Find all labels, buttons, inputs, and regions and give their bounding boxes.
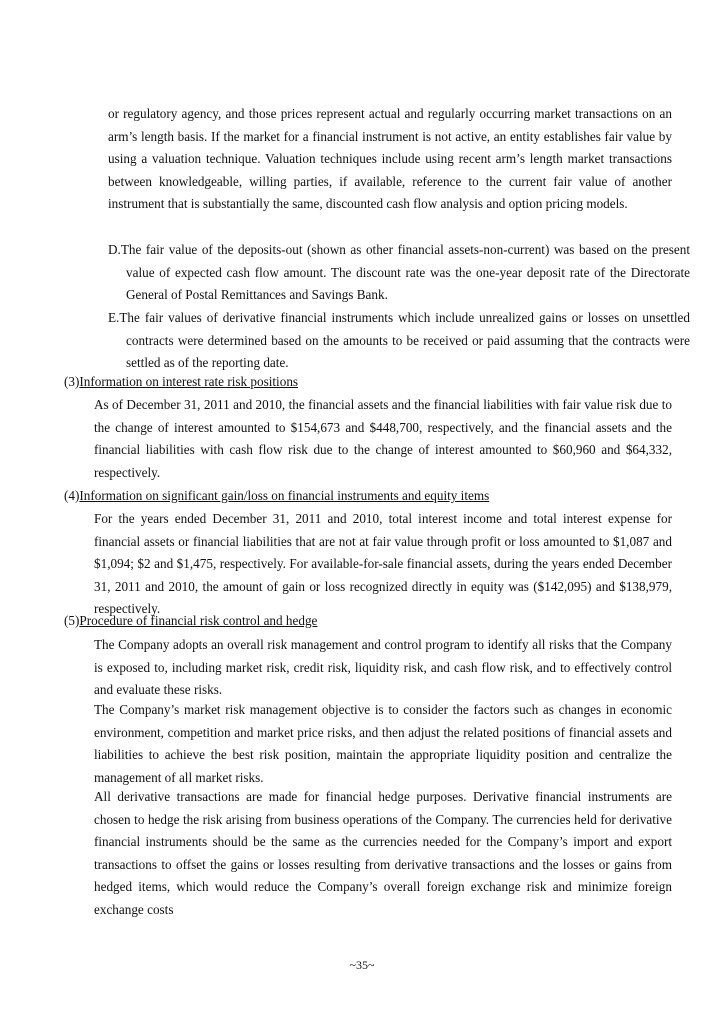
section-4-heading (64, 485, 672, 508)
section-4-title: Information on significant gain/loss on financial instruments and equity items (79, 488, 490, 503)
item-e: E.The fair values of derivative financial instruments which include unrealized gains or losses on unsettled contracts were determined based on the amounts to be received or paid assuming that the contracts were settled as of the reporting date. (108, 310, 690, 371)
section-5-title: Procedure of financial risk control and hedge (79, 613, 318, 628)
item-d: D.The fair value of the deposits-out (shown as other financial assets-non-current) was based on the present value of expected cash flow amount. The discount rate was the one-year deposit rate of the Directorate General of Postal Remittances and Savings Bank. (108, 242, 690, 303)
section-4-body: For the years ended December 31, 2011 and 2010, total interest income and total interest expense for financial assets or financial liabilities that are not at fair value through profit or loss amounted to $1,087 and $1,094; $2 and $1,475, respectively. For available-for-sale financial assets, during the years ended December 31, 2011 and 2010, the amount of gain or loss recognized directly in equity was ($142,095) and $138,979, respectively. (94, 511, 672, 617)
section-3-body: As of December 31, 2011 and 2010, the financial assets and the financial liabilities with fair value risk due to the change of interest amounted to $154,673 and $448,700, respectively, and the financial assets and the financial liabilities with cash flow risk due to the change of interest amounted to $60,960 and $64,332, respectively. (94, 397, 672, 480)
section-5-paragraph-1: The Company adopts an overall risk management and control program to identify all risks that the Company is exposed to, including market risk, credit risk, liquidity risk, and cash flow risk, and to effectively control and evaluate these risks. (94, 637, 672, 698)
section-5-heading (64, 610, 672, 633)
section-5-paragraph-3: All derivative transactions are made for financial hedge purposes. Derivative financial instruments are chosen to hedge the risk arising from business operations of the Company. The currencies held for derivative financial instruments should be the same as the currencies needed for the Company’s import and export transactions to offset the gains or losses resulting from derivative transactions and the losses or gains from hedged items, which would reduce the Company’s overall foreign exchange risk and minimize foreign exchange costs (94, 789, 672, 917)
page-number: ~35~ (349, 958, 375, 972)
section-5-number: (5) (64, 613, 80, 628)
section-4-number: (4) (64, 488, 80, 503)
section-5-paragraph-2: The Company’s market risk management objective is to consider the factors such as changes in economic environment, competition and market price risks, and then adjust the related positions of financial assets and liabilities to achieve the best risk position, maintain the appropriate liquidity position and centralize the management of all market risks. (94, 702, 672, 785)
section-3-heading (64, 371, 672, 394)
section-3-title: Information on interest rate risk positions (79, 374, 299, 389)
continuation-paragraph: or regulatory agency, and those prices represent actual and regularly occurring market transactions on an arm’s length basis. If the market for a financial instrument is not active, an entity establishes fair value by using a valuation technique. Valuation techniques include using recent arm’s length market transactions between knowledgeable, willing parties, if available, reference to the current fair value of another instrument that is substantially the same, discounted cash flow analysis and option pricing models. (108, 106, 672, 212)
section-3-number: (3) (64, 374, 80, 389)
